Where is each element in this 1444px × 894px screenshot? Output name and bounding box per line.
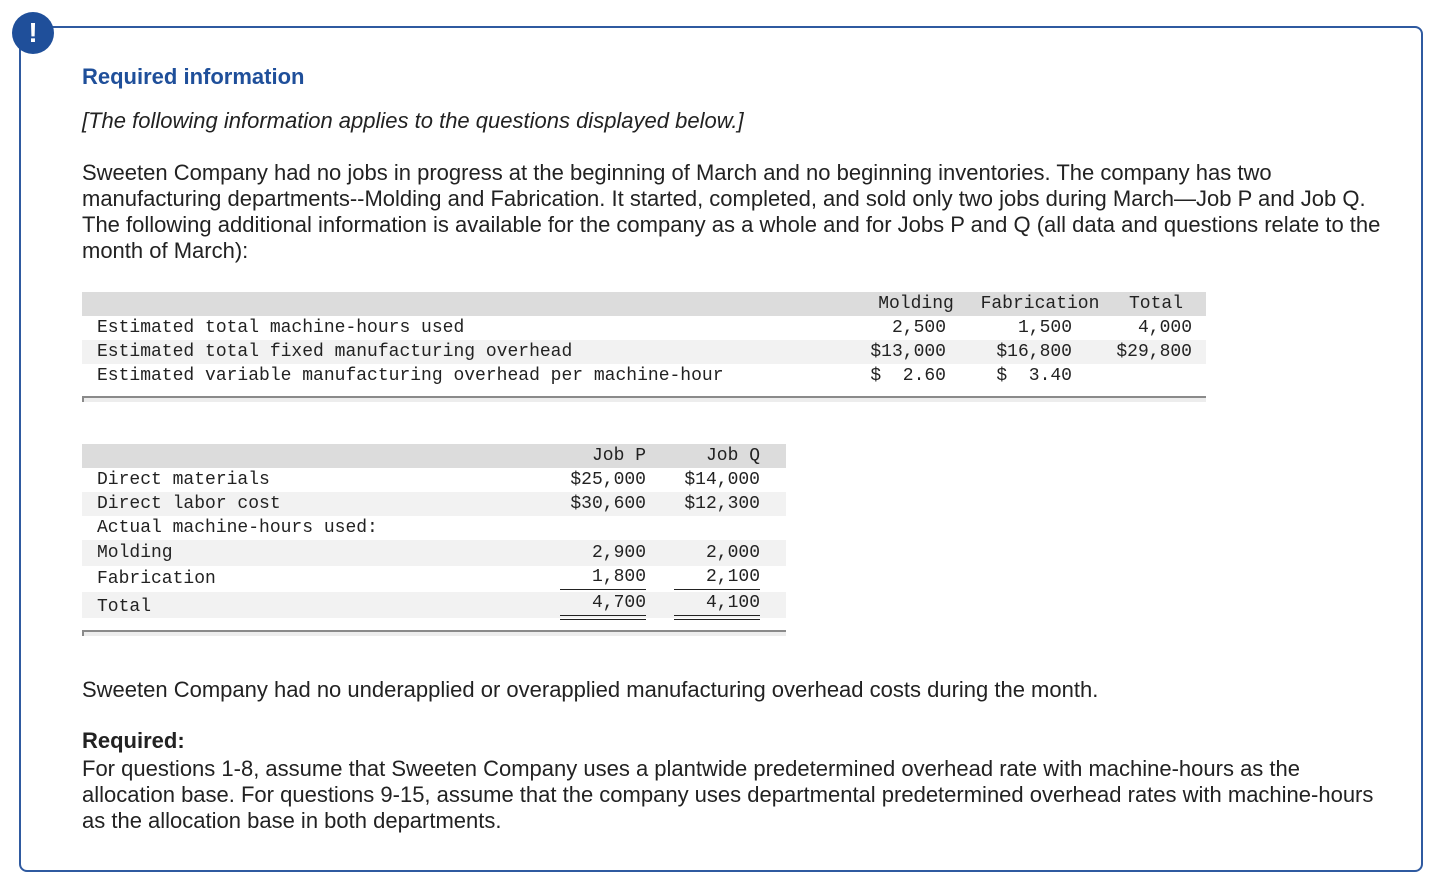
row-label-total: Total <box>97 597 152 617</box>
panel-heading: Required information <box>82 64 305 89</box>
job-q-total-double-rule <box>674 615 760 620</box>
row-label-variable-overhead: Estimated variable manufacturing overhead per machine-hour <box>97 366 724 386</box>
molding-variable-overhead: $ 2.60 <box>870 366 946 386</box>
row-label-fixed-overhead: Estimated total fixed manufacturing overhead <box>97 342 573 362</box>
row-label-molding: Molding <box>97 543 173 563</box>
col-header-total: Total <box>1128 294 1183 314</box>
total-fixed-overhead: $29,800 <box>1116 342 1192 362</box>
fabrication-variable-overhead: $ 3.40 <box>996 366 1072 386</box>
col-header-molding: Molding <box>878 294 954 314</box>
job-p-direct-materials: $25,000 <box>570 470 646 490</box>
job-q-subtotal-rule <box>674 589 760 590</box>
job-data-table <box>82 444 786 644</box>
col-header-fabrication: Fabrication <box>980 294 1100 314</box>
molding-machine-hours: 2,500 <box>891 318 946 338</box>
row-label-direct-labor: Direct labor cost <box>97 494 281 514</box>
job-p-subtotal-rule <box>560 589 646 590</box>
job-p-total-double-rule <box>560 615 646 620</box>
required-text: For questions 1-8, assume that Sweeten Company uses a plantwide predetermined overhead rate with machine-hours as the allocation base. For questions 9-15, assume that the company uses departmental predetermined overhead rates with machine-hours as the allocation base in both departments. <box>82 756 1374 833</box>
job-p-fabrication-hours: 1,800 <box>591 567 646 587</box>
fabrication-machine-hours: 1,500 <box>1017 318 1072 338</box>
job-p-total-hours: 4,700 <box>591 593 646 613</box>
job-p-direct-labor: $30,600 <box>570 494 646 514</box>
department-estimates-table <box>82 292 1206 408</box>
job-q-direct-labor: $12,300 <box>684 494 760 514</box>
job-q-molding-hours: 2,000 <box>705 543 760 563</box>
alert-exclamation-icon: ! <box>12 12 54 54</box>
required-title: Required: <box>82 728 185 753</box>
col-header-job-p: Job P <box>591 446 646 466</box>
job-q-direct-materials: $14,000 <box>684 470 760 490</box>
job-q-fabrication-hours: 2,100 <box>705 567 760 587</box>
job-q-total-hours: 4,100 <box>705 593 760 613</box>
fabrication-fixed-overhead: $16,800 <box>996 342 1072 362</box>
row-label-fabrication: Fabrication <box>97 569 216 589</box>
row-label-actual-machine-hours: Actual machine-hours used: <box>97 518 378 538</box>
total-machine-hours: 4,000 <box>1137 318 1192 338</box>
molding-fixed-overhead: $13,000 <box>870 342 946 362</box>
col-header-job-q: Job Q <box>705 446 760 466</box>
row-label-machine-hours: Estimated total machine-hours used <box>97 318 465 338</box>
row-label-direct-materials: Direct materials <box>97 470 270 490</box>
job-p-molding-hours: 2,900 <box>591 543 646 563</box>
applies-note: [The following information applies to the questions displayed below.] <box>82 108 744 133</box>
overhead-statement: Sweeten Company had no underapplied or overapplied manufacturing overhead costs during the month. <box>82 677 1099 702</box>
intro-paragraph: Sweeten Company had no jobs in progress at the beginning of March and no beginning inventories. The company has two manufacturing departments--Molding and Fabrication. It started, completed, and sold only two jobs during March—Job P and Job Q. The following additional information is available for the company as a whole and for Jobs P and Q (all data and questions relate to the month of March): <box>82 160 1381 263</box>
